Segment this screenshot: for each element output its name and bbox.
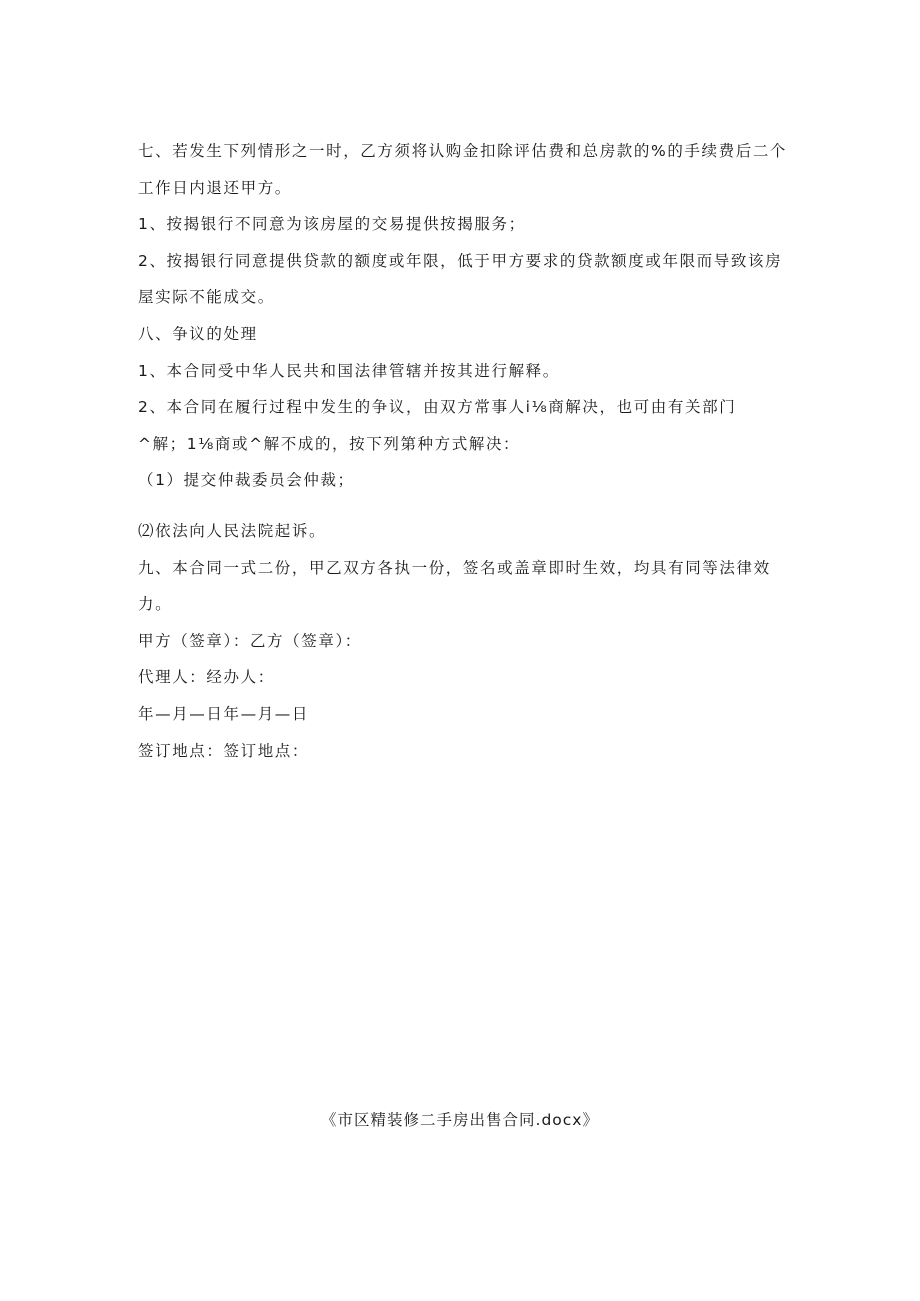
clause-7-line-2: 工作日内退还甲方。: [138, 178, 292, 197]
clause-8-item-1: 1、本合同受中华人民共和国法律管辖并按其进行解释。: [138, 361, 560, 380]
document-footer-title: 《市区精装修二手房出售合同.docx》: [321, 1111, 599, 1129]
clause-8-heading: 八、争议的处理: [138, 324, 258, 343]
clause-9-line-2: 力。: [138, 595, 173, 614]
signing-locations: 签订地点：签订地点：: [138, 741, 310, 760]
clause-8-item-2-line-2: ^解；1⅛商或^解不成的，按下列第种方式解决：: [138, 434, 521, 453]
signature-parties: 甲方（签章）：乙方（签章）：: [138, 631, 362, 650]
clause-7-item-2-line-2: 屋实际不能成交。: [138, 288, 275, 307]
signature-dates: 年—月—日年—月—日: [138, 704, 310, 723]
dispute-option-2: ⑵依法向人民法院起诉。: [138, 521, 327, 540]
document-body: [138, 133, 798, 769]
clause-8-item-2-line-1: 2、本合同在履行过程中发生的争议，由双方常事人i⅛商解决，也可由有关部门: [138, 398, 737, 417]
clause-7-item-1: 1、按揭银行不同意为该房屋的交易提供按揭服务；: [138, 215, 526, 234]
signature-agents: 代理人：经办人：: [138, 668, 275, 687]
clause-7-item-2-line-1: 2、按揭银行同意提供贷款的额度或年限，低于甲方要求的贷款额度或年限而导致该房: [138, 251, 783, 270]
dispute-option-1: （1）提交仲裁委员会仲裁；: [138, 471, 355, 490]
clause-7-line-1: 七、若发生下列情形之一时，乙方须将认购金扣除评估费和总房款的%的手续费后二个: [138, 142, 788, 160]
clause-9-line-1: 九、本合同一式二份，甲乙双方各执一份，签名或盖章即时生效，均具有同等法律效: [138, 558, 771, 577]
